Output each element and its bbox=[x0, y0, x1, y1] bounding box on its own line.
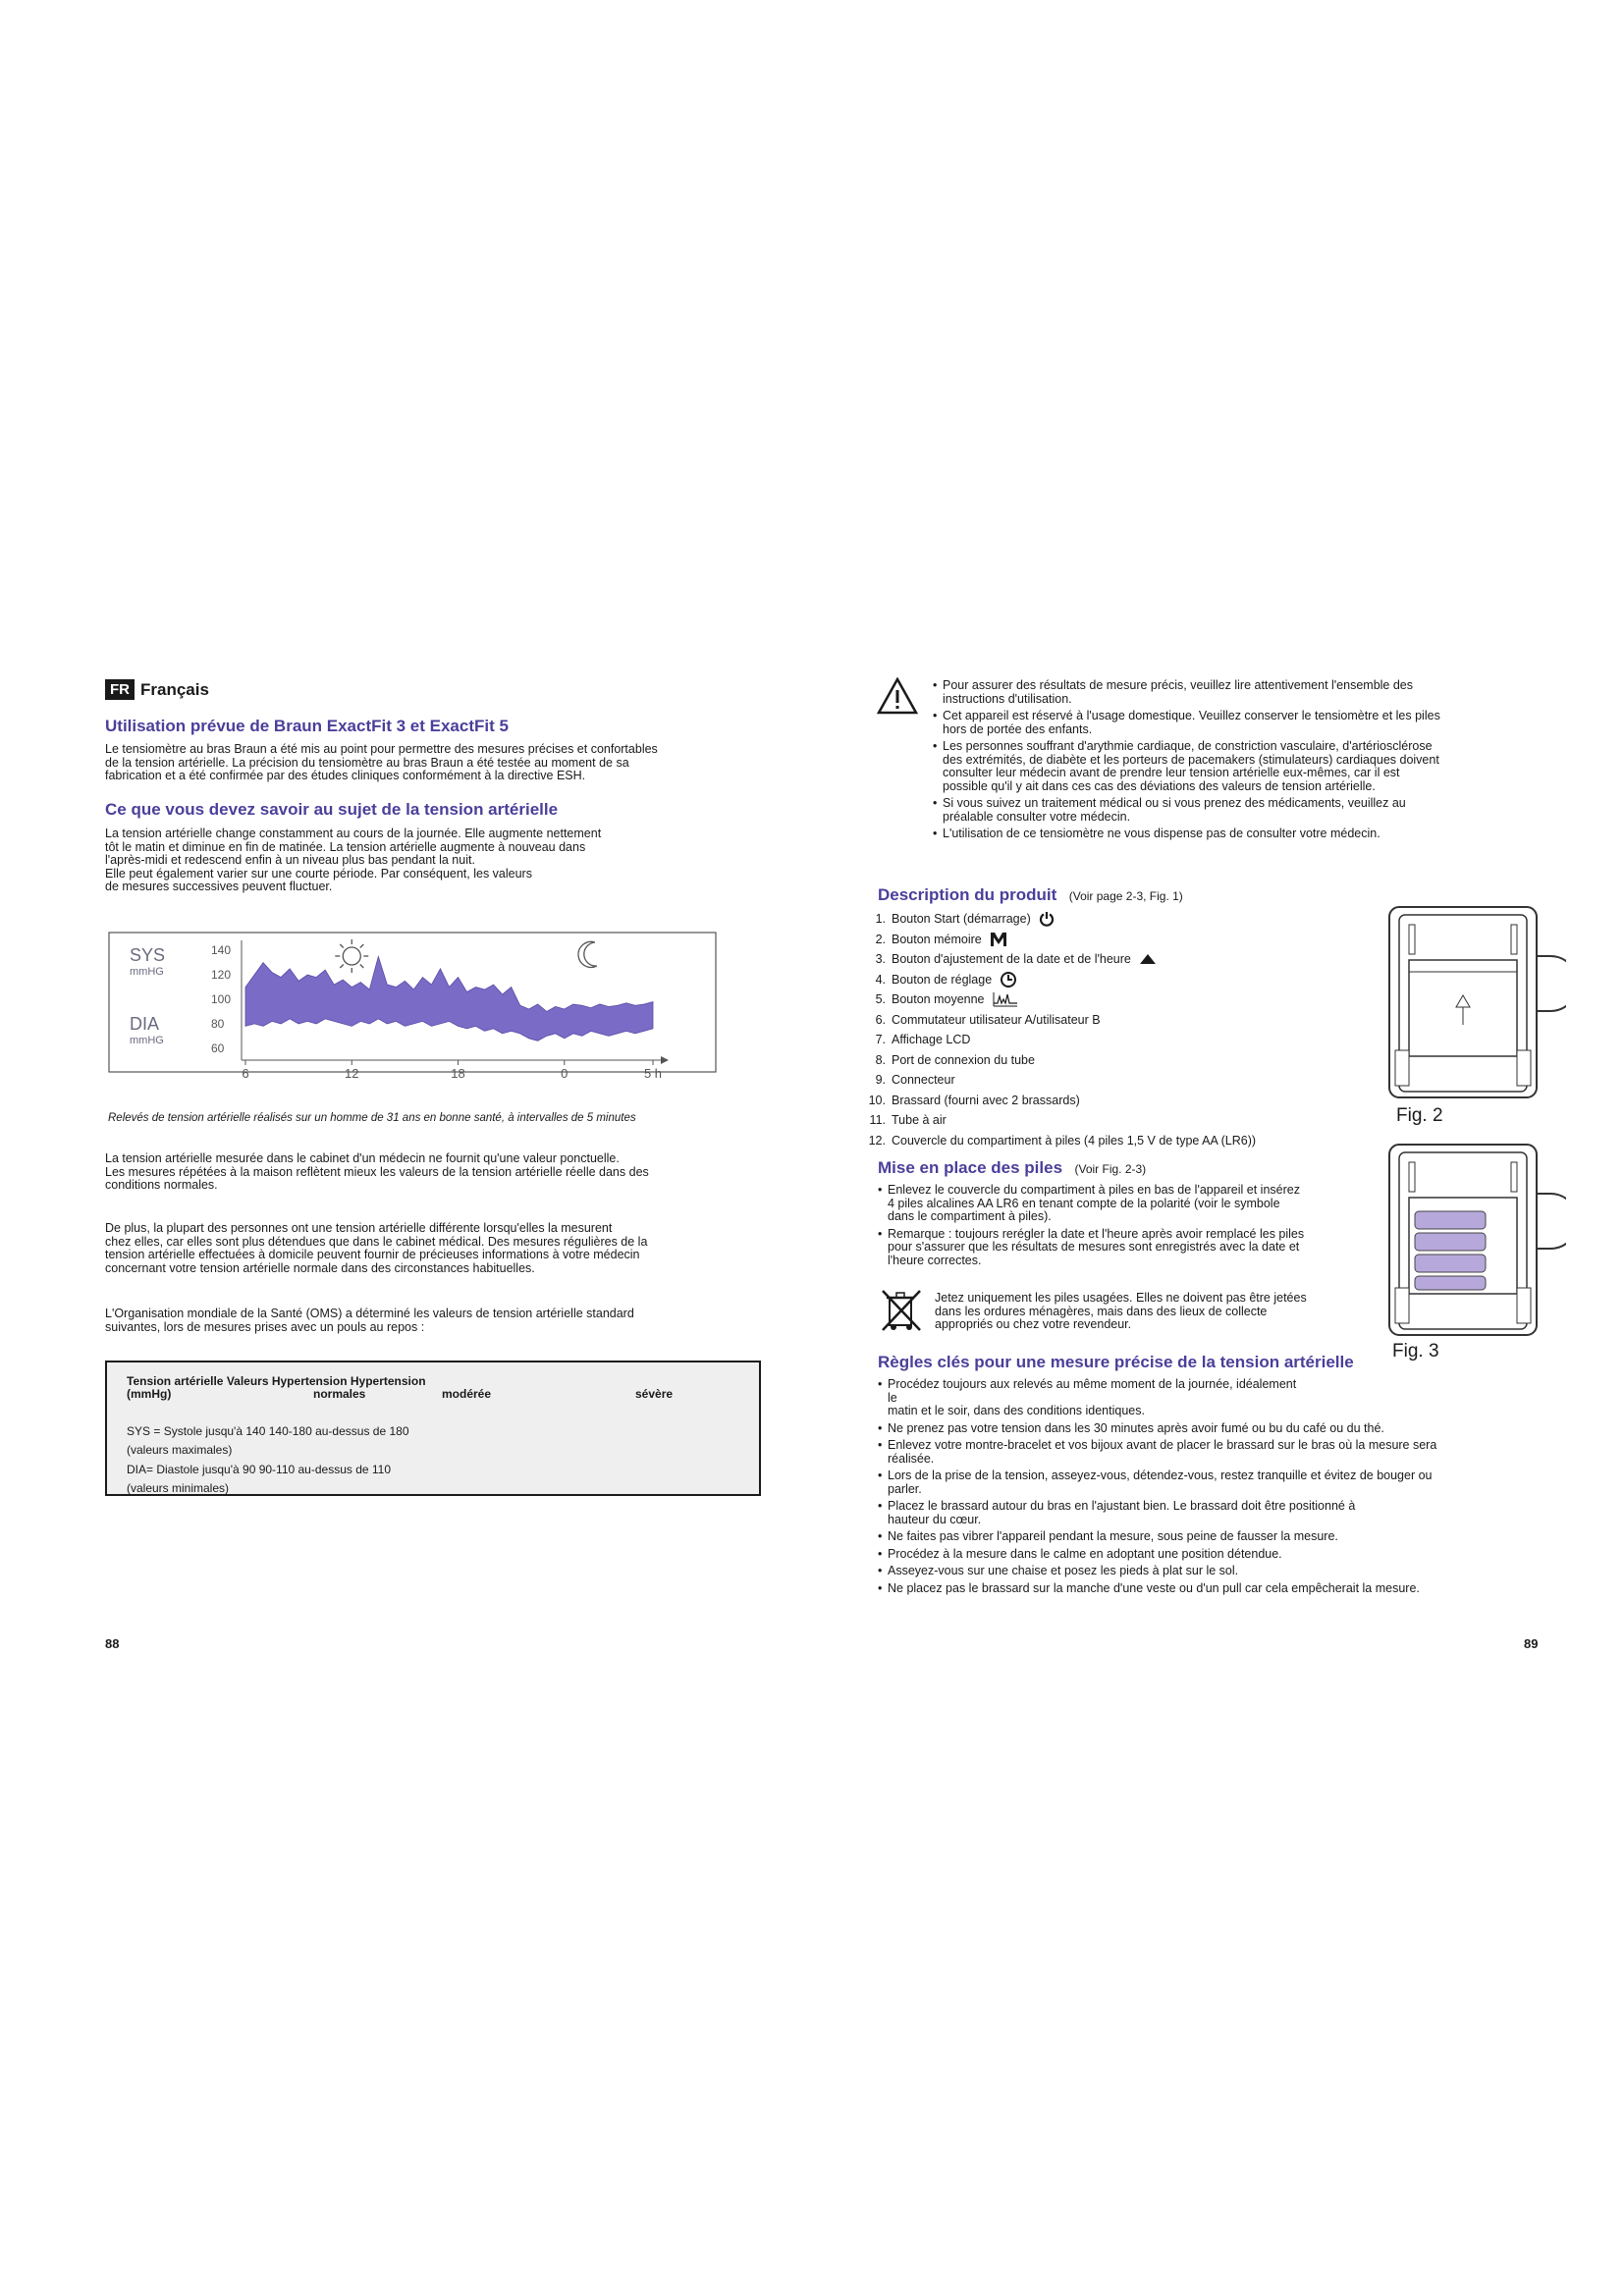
figure-2-device-back bbox=[1387, 905, 1566, 1099]
component-item bbox=[860, 989, 1410, 1010]
series-label-dia: DIA bbox=[130, 1014, 160, 1034]
y-tick-label: 100 bbox=[211, 992, 232, 1006]
table-header-line1: Tension artérielle Valeurs Hypertension Hypertension bbox=[127, 1374, 426, 1388]
component-item bbox=[860, 1110, 1410, 1131]
rule-item: • Ne placez pas le brassard sur la manche d'une veste ou d'un pull car cela empêcherait la mesure. bbox=[878, 1582, 1545, 1596]
rule-item: • Enlevez votre montre-bracelet et vos bijoux avant de placer le brassard sur le bras où la mesure sera réalisée. bbox=[878, 1439, 1545, 1466]
warning-item: • L'utilisation de ce tensiomètre ne vous dispense pas de consulter votre médecin. bbox=[933, 828, 1542, 841]
component-item bbox=[860, 930, 1410, 950]
warnings-list bbox=[933, 679, 1542, 845]
warning-item: • Pour assurer des résultats de mesure précis, veuillez lire attentivement l'ensemble des instructions d'utilisation. bbox=[933, 679, 1542, 706]
crossed-bin-icon bbox=[880, 1288, 923, 1338]
battery-instructions-list bbox=[878, 1184, 1379, 1271]
triangle-up-icon bbox=[1139, 953, 1157, 965]
language-name: Français bbox=[140, 679, 209, 699]
paragraph-who-values: L'Organisation mondiale de la Santé (OMS) a déterminé les valeurs de tension artérielle standard suivantes, lors de mesures prises avec un pouls au repos : bbox=[105, 1307, 634, 1334]
component-number: 10. bbox=[868, 1093, 886, 1107]
disposal-note: Jetez uniquement les piles usagées. Elles ne doivent pas être jetées dans les ordures ménagères, mais dans des lieux de collecte appropriés ou chez votre revendeur. bbox=[935, 1291, 1307, 1331]
x-tick-label: 12 bbox=[345, 1066, 359, 1081]
component-number: 4. bbox=[875, 972, 886, 987]
component-label: Bouton moyenne bbox=[892, 992, 985, 1006]
x-tick-label: 0 bbox=[561, 1066, 568, 1081]
component-item bbox=[860, 1091, 1410, 1111]
component-label: Bouton d'ajustement de la date et de l'heure bbox=[892, 952, 1131, 966]
table-row-dia-note: (valeurs minimales) bbox=[127, 1481, 230, 1495]
component-label: Bouton de réglage bbox=[892, 972, 993, 987]
paragraph-home-measurement: De plus, la plupart des personnes ont une tension artérielle différente lorsqu'elles la mesurent chez elles, car elles sont plus détendues que dans le cabinet médical. Des mesures régulières de la tension artérielle effectuées à domicile peuvent fournir de précieuses informations à votre médecin concernant votre tension artérielle normale dans des circonstances habituelles. bbox=[105, 1221, 648, 1275]
language-code: FR bbox=[105, 679, 135, 700]
heading-product-description: Description du produit bbox=[878, 885, 1057, 904]
rule-item: • Ne prenez pas votre tension dans les 30 minutes après avoir fumé ou bu du café ou du thé. bbox=[878, 1422, 1545, 1436]
warning-item: • Cet appareil est réservé à l'usage domestique. Veuillez conserver le tensiomètre et les piles hors de portée des enfants. bbox=[933, 710, 1542, 736]
table-row-sys-note: (valeurs maximales) bbox=[127, 1443, 233, 1457]
power-icon bbox=[1039, 911, 1055, 927]
chart-caption: Relevés de tension artérielle réalisés sur un homme de 31 ans en bonne santé, à intervalles de 5 minutes bbox=[108, 1112, 636, 1124]
y-tick-label: 60 bbox=[211, 1041, 225, 1055]
table-header-moderate: modérée bbox=[442, 1387, 492, 1401]
component-number: 3. bbox=[875, 952, 886, 966]
heading-intended-use: Utilisation prévue de Braun ExactFit 3 et ExactFit 5 bbox=[105, 717, 509, 735]
y-tick-label: 80 bbox=[211, 1016, 225, 1031]
table-row-sys: SYS = Systole jusqu'à 140 140-180 au-dessus de 180 bbox=[127, 1424, 409, 1438]
warning-triangle-svg bbox=[877, 677, 918, 715]
component-item bbox=[860, 1030, 1410, 1050]
average-icon bbox=[993, 991, 1018, 1007]
component-number: 5. bbox=[875, 992, 886, 1006]
bp-chart-svg bbox=[108, 927, 717, 1103]
warning-item: • Si vous suivez un traitement médical ou si vous prenez des médicaments, veuillez au préalable consulter votre médecin. bbox=[933, 797, 1542, 824]
component-number: 2. bbox=[875, 932, 886, 946]
heading-batteries: Mise en place des piles bbox=[878, 1158, 1063, 1177]
heading-batteries-ref: (Voir Fig. 2-3) bbox=[1074, 1162, 1147, 1176]
component-label: Brassard (fourni avec 2 brassards) bbox=[892, 1093, 1080, 1107]
component-label: Commutateur utilisateur A/utilisateur B bbox=[892, 1012, 1101, 1027]
heading-batteries-wrap bbox=[878, 1158, 1146, 1178]
component-label: Couvercle du compartiment à piles (4 piles 1,5 V de type AA (LR6)) bbox=[892, 1133, 1257, 1148]
y-tick-label: 120 bbox=[211, 968, 232, 983]
memory-m-icon bbox=[990, 932, 1007, 947]
series-unit-sys: mmHG bbox=[130, 966, 164, 978]
paragraph-intended-use: Le tensiomètre au bras Braun a été mis au point pour permettre des mesures précises et confortables de la tension artérielle. La précision du tensiomètre au bras Braun a été testée au moment de sa fabrication et a été confirmée par des études cliniques conformément à la directive ESH. bbox=[105, 742, 658, 782]
component-label: Bouton Start (démarrage) bbox=[892, 912, 1031, 926]
heading-blood-pressure-info: Ce que vous devez savoir au sujet de la tension artérielle bbox=[105, 800, 559, 819]
clock-icon bbox=[1000, 971, 1017, 988]
component-label: Affichage LCD bbox=[892, 1033, 971, 1046]
battery-instruction: • Enlevez le couvercle du compartiment à piles en bas de l'appareil et insérez 4 piles alcalines AA LR6 en tenant compte de la polarité (voir le symbole dans le compartiment à piles). bbox=[878, 1184, 1379, 1224]
component-item bbox=[860, 1070, 1410, 1091]
table-row-dia: DIA= Diastole jusqu'à 90 90-110 au-dessus de 110 bbox=[127, 1463, 392, 1476]
component-label: Bouton mémoire bbox=[892, 932, 982, 946]
bp-chart bbox=[108, 927, 717, 1103]
component-number: 12. bbox=[868, 1133, 886, 1148]
component-item bbox=[860, 949, 1410, 970]
rule-item: • Placez le brassard autour du bras en l'ajustant bien. Le brassard doit être positionné à hauteur du cœur. bbox=[878, 1500, 1545, 1526]
series-unit-dia: mmHG bbox=[130, 1035, 164, 1046]
warning-item: • Les personnes souffrant d'arythmie cardiaque, de constriction vasculaire, d'artériosclérose des extrémités, de diabète et les porteurs de pacemakers (stimulateurs) cardiaques doivent consulter leur médecin avant de prendre leur tension artérielle eux-mêmes, car il est possible qu'il y ait dans ces cas des déviations des valeurs de tension artérielle. bbox=[933, 740, 1542, 793]
component-item bbox=[860, 1131, 1410, 1151]
component-number: 11. bbox=[869, 1113, 886, 1127]
component-item bbox=[860, 909, 1410, 930]
components-list bbox=[860, 909, 1410, 1150]
language-badge bbox=[105, 679, 209, 700]
heading-key-rules: Règles clés pour une mesure précise de la tension artérielle bbox=[878, 1353, 1354, 1371]
rule-item: • Procédez toujours aux relevés au même moment de la journée, idéalement le matin et le soir, dans des conditions identiques. bbox=[878, 1378, 1545, 1418]
table-header-unit: (mmHg) bbox=[127, 1387, 172, 1401]
paragraph-blood-pressure-info: La tension artérielle change constamment au cours de la journée. Elle augmente nettement tôt le matin et diminue en fin de matinée. La tension artérielle augmente à nouveau dans l'après-midi et redescend enfin à un niveau plus bas pendant la nuit. Elle peut également varier sur une courte période. Par conséquent, les valeurs de mesures successives peuvent fluctuer. bbox=[105, 827, 602, 893]
page-number-right: 89 bbox=[1524, 1636, 1539, 1651]
x-tick-label: 5 h bbox=[643, 1066, 663, 1081]
series-label-sys: SYS bbox=[130, 945, 166, 965]
component-item bbox=[860, 970, 1410, 990]
heading-product-description-wrap bbox=[878, 885, 1183, 905]
figure-3-battery-compartment bbox=[1387, 1143, 1566, 1337]
component-label: Connecteur bbox=[892, 1073, 955, 1087]
y-tick-label: 140 bbox=[211, 943, 232, 958]
component-item bbox=[860, 1050, 1410, 1071]
component-number: 9. bbox=[875, 1073, 886, 1087]
x-tick-label: 6 bbox=[242, 1066, 249, 1081]
component-number: 7. bbox=[875, 1033, 886, 1046]
warning-icon bbox=[877, 677, 918, 720]
figure-2-label: Fig. 2 bbox=[1396, 1105, 1443, 1126]
component-number: 6. bbox=[875, 1012, 886, 1027]
component-number: 8. bbox=[875, 1052, 886, 1067]
who-values-table bbox=[105, 1361, 761, 1496]
rule-item: • Procédez à la mesure dans le calme en adoptant une position détendue. bbox=[878, 1548, 1545, 1562]
key-rules-list bbox=[878, 1378, 1545, 1599]
component-item bbox=[860, 1010, 1410, 1031]
rule-item: • Asseyez-vous sur une chaise et posez les pieds à plat sur le sol. bbox=[878, 1565, 1545, 1578]
x-tick-label: 18 bbox=[451, 1066, 465, 1081]
component-label: Tube à air bbox=[892, 1113, 947, 1127]
figure-3-label: Fig. 3 bbox=[1392, 1341, 1439, 1362]
rule-item: • Ne faites pas vibrer l'appareil pendant la mesure, sous peine de fausser la mesure. bbox=[878, 1530, 1545, 1544]
table-header-normal: normales bbox=[313, 1387, 366, 1401]
page-number-left: 88 bbox=[105, 1636, 120, 1651]
heading-product-description-ref: (Voir page 2-3, Fig. 1) bbox=[1068, 889, 1183, 903]
paragraph-doctor-measurement: La tension artérielle mesurée dans le cabinet d'un médecin ne fournit qu'une valeur ponctuelle. Les mesures répétées à la maison reflètent mieux les valeurs de la tension artérielle réelle dans des conditions normales. bbox=[105, 1151, 649, 1192]
rule-item: • Lors de la prise de la tension, asseyez-vous, détendez-vous, restez tranquille et évitez de bouger ou parler. bbox=[878, 1469, 1545, 1496]
component-label: Port de connexion du tube bbox=[892, 1052, 1035, 1067]
battery-instruction: • Remarque : toujours rerégler la date et l'heure après avoir remplacé les piles pour s'assurer que les résultats de mesures sont enregistrés avec la date et l'heure correctes. bbox=[878, 1228, 1379, 1268]
table-header-severe: sévère bbox=[635, 1387, 674, 1401]
component-number: 1. bbox=[875, 912, 886, 926]
